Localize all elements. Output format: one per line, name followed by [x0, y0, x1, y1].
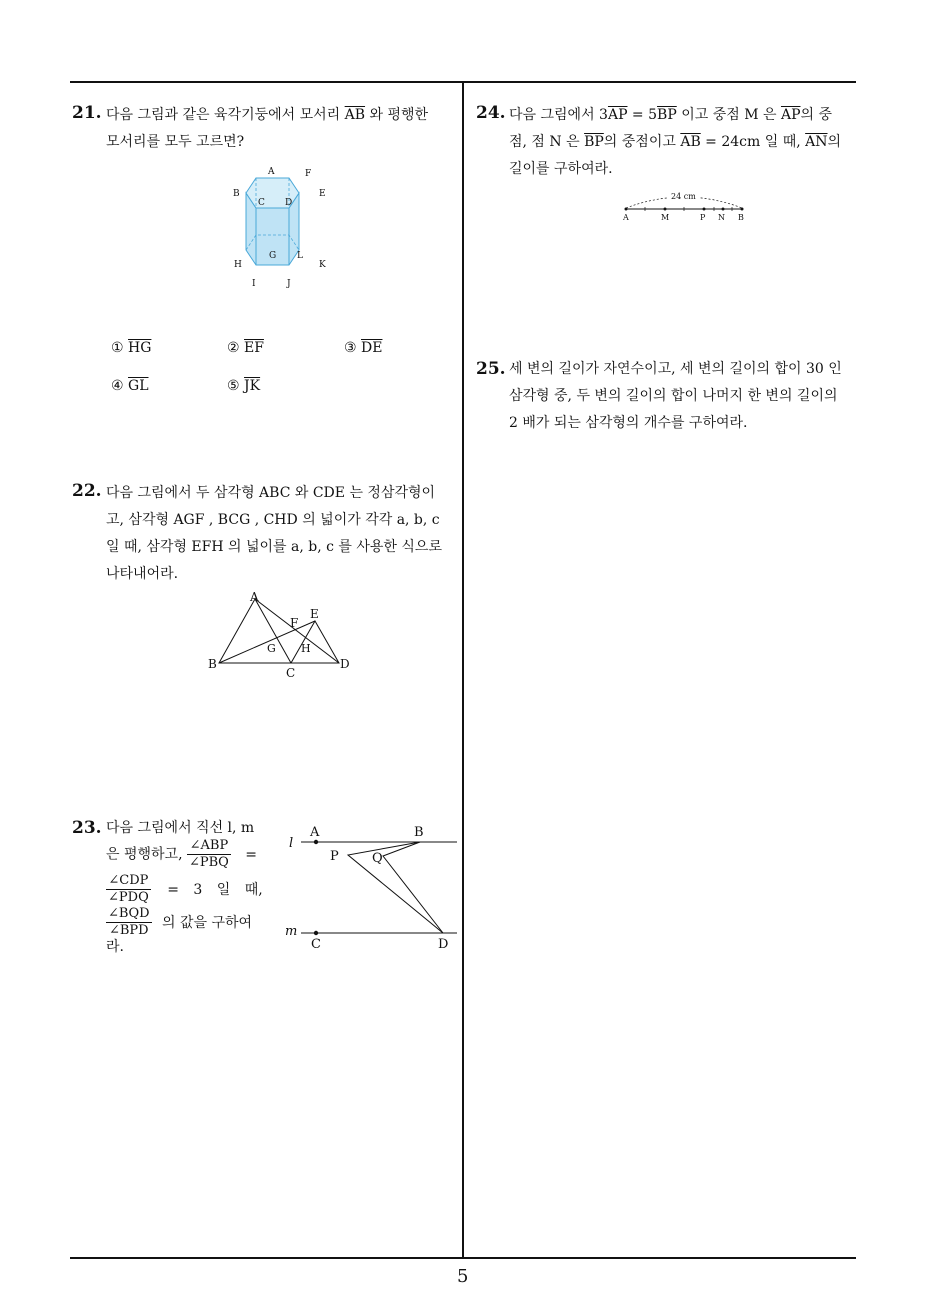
q22-line1: 다음 그림에서 두 삼각형 ABC 와 CDE 는 정삼각형이 [106, 485, 436, 501]
label-F: F [290, 616, 299, 630]
label-H: H [301, 642, 311, 655]
q24-number-line-figure [618, 188, 748, 226]
label-B: B [233, 189, 240, 199]
q23-line4 [106, 906, 271, 939]
q23-line3-text: = 3 일 때, [167, 881, 263, 898]
q24-number: 24. [476, 103, 506, 123]
q24-line3: 길이를 구하여라. [509, 161, 613, 177]
label-D: D [340, 657, 350, 671]
length-label: 24 cm [671, 192, 696, 201]
label-B: B [414, 825, 424, 840]
segment-AB: $\overline{AB}$ [680, 134, 701, 150]
q21-text-1: 다음 그림과 같은 육각기둥에서 모서리 [106, 107, 341, 123]
fraction-numerator: ∠ABP [187, 838, 231, 855]
point-N [722, 208, 725, 211]
label-E: E [319, 189, 326, 199]
point-A [625, 208, 628, 211]
page-number: 5 [457, 1266, 469, 1287]
column-divider [462, 82, 464, 1258]
q25-line1: 세 변의 길이가 자연수이고, 세 변의 길이의 합이 30 인 [509, 361, 842, 377]
q24-t1: 다음 그림에서 3 [509, 107, 608, 123]
q24-t4: 의 중 [800, 107, 832, 123]
q25-line3: 2 배가 되는 삼각형의 개수를 구하여라. [509, 415, 748, 431]
q22-line4: 나타내어라. [106, 566, 179, 582]
fraction-denominator: ∠PDQ [108, 890, 149, 905]
q25-line2: 삼각형 중, 두 변의 길이의 합이 나머지 한 변의 길이의 [509, 388, 838, 404]
label-A: A [250, 590, 259, 604]
q24-t8: 의 [827, 134, 842, 150]
choice-mark: ⑤ [227, 378, 240, 394]
q22-line2: 고, 삼각형 AGF , BCG , CHD 의 넓이가 각각 a, b, c [106, 512, 440, 528]
label-l: l [289, 836, 294, 851]
q22-triangles-figure [205, 588, 355, 680]
q24-line1 [509, 102, 859, 129]
q23-fraction-1 [187, 838, 231, 871]
fraction-numerator: ∠BQD [108, 906, 150, 921]
choice-mark: ① [111, 340, 124, 356]
q24-t7: = 24cm 일 때, [700, 134, 801, 150]
segment-BP: $\overline{BP}$ [584, 134, 604, 150]
segment-AN: $\overline{AN}$ [805, 134, 828, 150]
label-A: A [268, 167, 275, 177]
label-C: C [286, 666, 296, 680]
q22-text [106, 480, 462, 588]
q23-parallel-lines-figure [283, 820, 461, 955]
label-C: C [311, 937, 321, 952]
point-P [703, 208, 706, 211]
point-M [664, 208, 667, 211]
q23-fraction-2 [106, 873, 151, 906]
q22-line3: 일 때, 삼각형 EFH 의 넓이를 a, b, c 를 사용한 식으로 [106, 539, 442, 555]
label-I: I [252, 279, 256, 289]
q23-line2 [106, 838, 271, 871]
q23-line2-text: 은 평행하고, [106, 846, 183, 863]
choice-mark: ③ [344, 340, 357, 356]
q23-line1: 다음 그림에서 직선 l, m [106, 820, 255, 836]
q23-line5: 라. [106, 939, 124, 955]
q21-choice-2[interactable] [227, 340, 264, 356]
label-N: N [718, 213, 725, 222]
label-Q: Q [372, 851, 383, 866]
choice-mark: ④ [111, 378, 124, 394]
segment-AP: $\overline{AP}$ [607, 107, 628, 123]
point-C [314, 931, 318, 935]
label-D: D [438, 937, 449, 952]
label-L: L [297, 251, 303, 261]
label-E: E [310, 607, 319, 621]
q24-text [509, 102, 859, 183]
choice-segment: $\overline{GL}$ [128, 378, 149, 394]
label-C: C [258, 198, 265, 208]
q21-line2: 모서리를 모두 고르면? [106, 134, 245, 150]
q21-hexagonal-prism-figure [225, 160, 340, 292]
label-B: B [208, 657, 217, 671]
point-B [741, 208, 744, 211]
label-A: A [623, 213, 629, 222]
label-K: K [319, 260, 326, 270]
label-m: m [285, 924, 298, 939]
choice-segment: $\overline{HG}$ [128, 340, 152, 356]
q23-line4-text: 의 값을 구하여 [161, 914, 253, 931]
path-B-P-D [348, 842, 443, 933]
q24-t2: = 5 [627, 107, 658, 123]
q24-line2 [509, 129, 859, 156]
q21-choice-5[interactable] [227, 378, 260, 394]
q24-t3: 이고 중점 M 은 [676, 107, 777, 123]
path-B-Q-D [383, 842, 443, 933]
label-H: H [234, 260, 242, 270]
label-F: F [305, 169, 312, 179]
equals-sign: = [245, 846, 258, 863]
label-D: D [285, 198, 293, 208]
label-M: M [661, 213, 670, 222]
triangle-ABC [219, 599, 291, 663]
q24-t5: 점, 점 N 은 [509, 134, 580, 150]
label-P: P [700, 213, 706, 222]
choice-mark: ② [227, 340, 240, 356]
choice-segment: $\overline{EF}$ [244, 340, 264, 356]
q23-line3 [106, 873, 271, 906]
label-G: G [267, 642, 276, 655]
fraction-numerator: ∠CDP [106, 873, 151, 890]
q25-number: 25. [476, 359, 506, 379]
q23-text [106, 818, 271, 955]
point-A [314, 840, 318, 844]
choice-segment: $\overline{JK}$ [244, 378, 261, 394]
fraction-denominator: ∠BPD [108, 923, 149, 938]
fraction-denominator: ∠PBQ [188, 855, 229, 870]
q21-text-2: 와 평행한 [369, 107, 429, 123]
label-G: G [269, 251, 277, 261]
q21-text [106, 102, 456, 156]
q25-text [509, 356, 859, 437]
q21-choice-1[interactable] [111, 340, 151, 356]
bottom-rule [70, 1257, 856, 1259]
q24-t6: 의 중점이고 [603, 134, 676, 150]
q23-number: 23. [72, 818, 102, 838]
q23-fraction-3 [106, 906, 152, 939]
q21-choice-4[interactable] [111, 378, 149, 394]
label-A: A [310, 825, 320, 840]
label-J: J [287, 279, 291, 289]
q22-number: 22. [72, 481, 102, 501]
segment-AP: $\overline{AP}$ [780, 107, 801, 123]
label-B: B [738, 213, 744, 222]
segment-BP: $\overline{BP}$ [657, 107, 677, 123]
choice-segment: $\overline{DE}$ [361, 340, 383, 356]
q21-number: 21. [72, 103, 102, 123]
q21-segment: $\overline{AB}$ [344, 107, 366, 123]
label-P: P [330, 849, 339, 864]
q21-choice-3[interactable] [344, 340, 382, 356]
